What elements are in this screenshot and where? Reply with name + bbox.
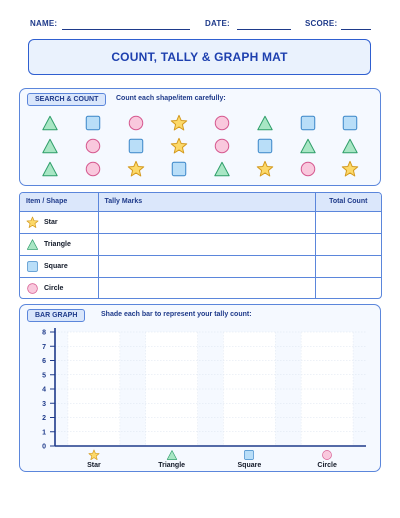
tally-item-label: Square bbox=[44, 262, 68, 270]
search-instruction: Count each shape/item carefully: bbox=[116, 95, 226, 102]
graph-instruction: Shade each bar to represent your tally count: bbox=[101, 311, 252, 318]
tally-header-total: Total Count bbox=[315, 193, 381, 211]
y-tick-label: 8 bbox=[42, 329, 46, 337]
tally-item-label: Circle bbox=[44, 284, 64, 292]
y-tick-label: 0 bbox=[42, 443, 46, 451]
tally-header-marks: Tally Marks bbox=[98, 193, 315, 211]
x-category-label: Star bbox=[87, 462, 101, 469]
bar-graph-pill: BAR GRAPH bbox=[27, 309, 85, 322]
date-label: DATE: bbox=[205, 19, 230, 28]
bar-slot-square[interactable] bbox=[223, 332, 275, 446]
y-tick-label: 3 bbox=[42, 400, 46, 408]
bar-slot-circle[interactable] bbox=[301, 332, 353, 446]
x-category-label: Triangle bbox=[158, 462, 186, 469]
y-tick-label: 4 bbox=[42, 386, 46, 394]
tally-item-label: Star bbox=[44, 218, 58, 226]
x-category-label: Square bbox=[237, 462, 262, 469]
tally-header-item: Item / Shape bbox=[20, 193, 98, 211]
y-tick-label: 6 bbox=[42, 358, 46, 365]
tally-item-label: Triangle bbox=[44, 240, 71, 248]
square-icon bbox=[243, 448, 255, 460]
x-category-label: Circle bbox=[317, 462, 337, 469]
triangle-icon bbox=[166, 448, 178, 460]
circle-icon bbox=[321, 448, 333, 460]
y-tick-label: 1 bbox=[42, 429, 46, 437]
star-icon bbox=[88, 448, 100, 460]
page-title: COUNT, TALLY & GRAPH MAT bbox=[111, 50, 288, 64]
score-label: SCORE: bbox=[305, 19, 338, 28]
name-label: NAME: bbox=[30, 19, 58, 28]
y-tick-label: 2 bbox=[42, 415, 46, 422]
search-count-pill: SEARCH & COUNT bbox=[27, 93, 106, 106]
y-tick-label: 7 bbox=[42, 343, 46, 351]
bar-slot-triangle[interactable] bbox=[146, 332, 198, 446]
y-tick-label: 5 bbox=[42, 372, 46, 380]
